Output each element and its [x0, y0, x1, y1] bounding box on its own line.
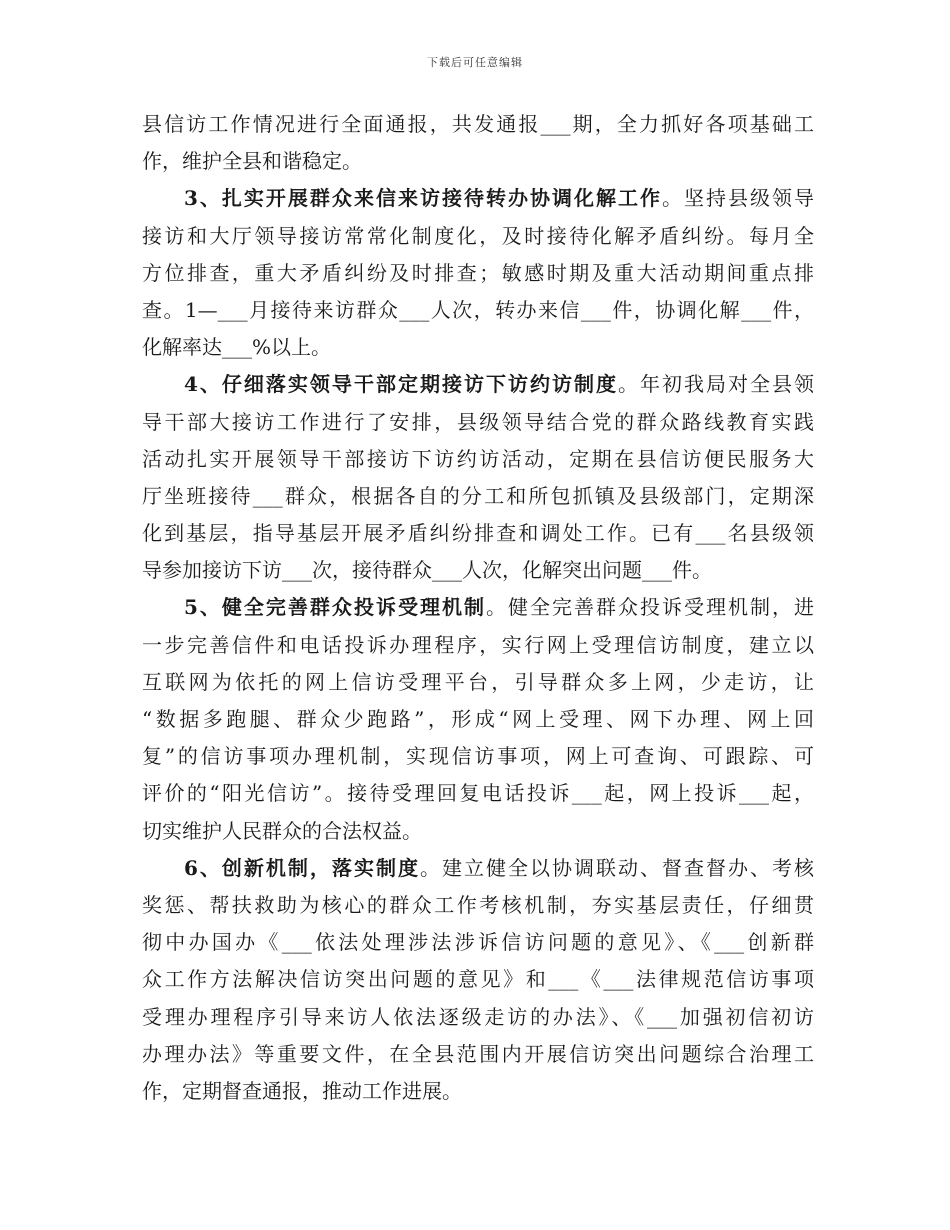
- body-text: 切实维护人民群众的合法权益。: [142, 818, 422, 843]
- body-text: 互联网为依托的网上信访受理平台，引导群众多上网，少走访，让: [142, 669, 814, 694]
- body-text: 办理办法》等重要文件，在全县范围内开展信访突出问题综合治理工: [142, 1041, 814, 1066]
- text-line: [142, 441, 814, 478]
- text-line: [142, 589, 814, 626]
- text-line: [142, 552, 814, 589]
- text-line: [142, 1036, 814, 1073]
- page-header: 下载后可任意编辑: [427, 56, 523, 69]
- text-line: [142, 813, 814, 850]
- text-line: [142, 738, 814, 775]
- text-line: [142, 478, 814, 515]
- section-heading: 4、仔细落实领导干部定期接访下访约访制度: [184, 372, 618, 397]
- body-text: 化解率达___%以上。: [142, 335, 332, 360]
- body-text: 方位排查，重大矛盾纠纷及时排查；敏感时期及重大活动期间重点排: [142, 260, 814, 285]
- section-heading: 5、健全完善群众投诉受理机制: [184, 595, 486, 620]
- text-line: [142, 106, 814, 143]
- body-text: 。健全完善群众投诉受理机制，进: [485, 595, 815, 620]
- body-text: 作，定期督查通报，推动工作进展。: [142, 1078, 462, 1103]
- text-line: [142, 292, 814, 329]
- body-text: 导参加接访下访___次，接待群众___人次，化解突出问题___件。: [142, 558, 712, 583]
- text-line: [142, 775, 814, 812]
- body-text: 众工作方法解决信访突出问题的意见》和___《___法律规范信访事项: [142, 967, 814, 992]
- text-line: [142, 515, 814, 552]
- body-text: 导干部大接访工作进行了安排，县级领导结合党的群众路线教育实践: [142, 409, 814, 434]
- body-text: 。建立健全以协调联动、督查督办、考核: [419, 855, 815, 880]
- body-text: 彻中办国办《___依法处理涉法涉诉信访问题的意见》、《___创新群: [142, 930, 814, 955]
- section-heading: 3、扎实开展群众来信来访接待转办协调化解工作: [184, 186, 662, 211]
- body-text: 评价的“阳光信访”。接待受理回复电话投诉___起，网上投诉___起，: [142, 781, 814, 806]
- text-line: [142, 1073, 814, 1110]
- text-line: [142, 180, 814, 217]
- body-text: 化到基层，指导基层开展矛盾纠纷排查和调处工作。已有___名县级领: [142, 521, 814, 546]
- body-text: 。坚持县级领导: [661, 186, 815, 211]
- text-line: [142, 366, 814, 403]
- text-line: [142, 404, 814, 441]
- body-text: “数据多跑腿、群众少跑路”，形成“网上受理、网下办理、网上回: [142, 707, 814, 731]
- body-text: 接访和大厅领导接访常常化制度化，及时接待化解矛盾纠纷。每月全: [142, 223, 814, 248]
- body-text: 复”的信访事项办理机制，实现信访事项，网上可查询、可跟踪、可: [142, 744, 814, 769]
- body-text: 受理办理程序引导来访人依法逐级走访的办法》、《___加强初信初访: [142, 1004, 814, 1029]
- text-line: [142, 887, 814, 924]
- text-line: [142, 924, 814, 961]
- section-heading: 6、创新机制，落实制度: [184, 855, 420, 880]
- body-text: 厅坐班接待___群众，根据各自的分工和所包抓镇及县级部门，定期深: [142, 483, 814, 508]
- text-line: [142, 143, 814, 180]
- body-text: 县信访工作情况进行全面通报，共发通报___期，全力抓好各项基础工: [142, 112, 814, 136]
- text-line: [142, 218, 814, 255]
- body-text: 奖惩、帮扶救助为核心的群众工作考核机制，夯实基层责任，仔细贯: [142, 892, 814, 917]
- body-text: 作，维护全县和谐稳定。: [142, 149, 362, 174]
- text-line: [142, 255, 814, 292]
- text-line: [142, 627, 814, 664]
- body-text: 查。1—___月接待来访群众___人次，转办来信___件，协调化解___件，: [142, 297, 814, 322]
- document-body: [142, 106, 814, 1110]
- text-line: [142, 664, 814, 701]
- text-line: [142, 701, 814, 738]
- body-text: 活动扎实开展领导干部接访下访约访活动，定期在县信访便民服务大: [142, 446, 814, 471]
- text-line: [142, 329, 814, 366]
- body-text: 。年初我局对全县领: [617, 372, 815, 397]
- body-text: 一步完善信件和电话投诉办理程序，实行网上受理信访制度，建立以: [142, 632, 814, 657]
- text-line: [142, 850, 814, 887]
- text-line: [142, 999, 814, 1036]
- text-line: [142, 961, 814, 998]
